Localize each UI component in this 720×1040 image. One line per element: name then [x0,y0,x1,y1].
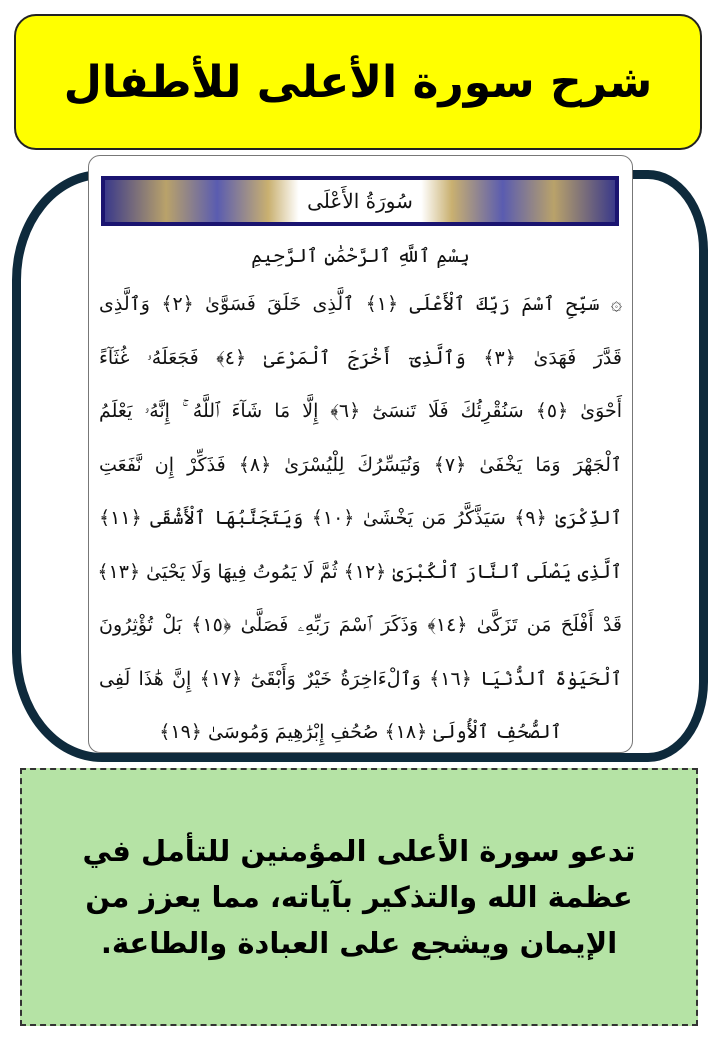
basmala: بِسْمِ ٱللَّهِ ٱلرَّحْمَٰنِ ٱلرَّحِيمِ [251,245,470,267]
verse-line: أَحْوَىٰ ﴿٥﴾ سَنُقْرِئُكَ فَلَا تَنسَىٰٓ ﴿٦﴾ إِلَّا مَا شَآءَ ٱللَّهُ ۚ إِنَّهُۥ يَعْلَمُ [99,400,623,422]
surah-header-ornament [101,176,619,226]
surah-text [99,234,622,760]
page-title: شرح سورة الأعلى للأطفال [63,56,653,108]
quran-page [88,155,633,753]
verse-line: ٱلْحَيَوٰةَ ٱلدُّنْيَا ﴿١٦﴾ وَٱلْءَاخِرَةُ خَيْرٌ وَأَبْقَىٰٓ ﴿١٧﴾ إِنَّ هَٰذَا لَفِى [99,667,622,690]
verse-line: ٱلذِّكْرَىٰ ﴿٩﴾ سَيَذَّكَّرُ مَن يَخْشَىٰ ﴿١٠﴾ وَيَتَجَنَّبُهَا ٱلْأَشْقَى ﴿١١﴾ [99,507,622,529]
verse-line: قَدْ أَفْلَحَ مَن تَزَكَّىٰ ﴿١٤﴾ وَذَكَرَ ٱسْمَ رَبِّهِۦ فَصَلَّىٰ ﴿١٥﴾ بَلْ تُؤْثِرُونَ [99,614,622,636]
verse-line: قَدَّرَ فَهَدَىٰ ﴿٣﴾ وَٱلَّذِىٓ أَخْرَجَ ٱلْمَرْعَىٰ ﴿٤﴾ فَجَعَلَهُۥ غُثَآءً [99,346,622,369]
title-banner [14,14,702,150]
verse-line: ٱلْجَهْرَ وَمَا يَخْفَىٰ ﴿٧﴾ وَنُيَسِّرُكَ لِلْيُسْرَىٰ ﴿٨﴾ فَذَكِّرْ إِن نَّفَعَتِ [99,453,622,476]
surah-name: سُورَةُ الأَعْلَى [307,189,413,213]
verse-line: ٱلصُّحُفِ ٱلْأُولَىٰ ﴿١٨﴾ صُحُفِ إِبْرَٰهِيمَ وَمُوسَىٰ ﴿١٩﴾ [159,721,562,743]
explanation-text: تدعو سورة الأعلى المؤمنين للتأمل في عظمة الله والتذكير بآياته، مما يعزز من الإيمان ويشجع على العبادة والطاعة. [82,834,636,960]
verse-line: ٱلَّذِى يَصْلَى ٱلنَّارَ ٱلْكُبْرَىٰ ﴿١٢﴾ ثُمَّ لَا يَمُوتُ فِيهَا وَلَا يَحْيَىٰ ﴿١٣﴾ [97,560,622,583]
verse-line: ۞ سَبِّحِ ٱسْمَ رَبِّكَ ٱلْأَعْلَى ﴿١﴾ ٱلَّذِى خَلَقَ فَسَوَّىٰ ﴿٢﴾ وَٱلَّذِى [99,293,622,315]
explanation-box [20,768,698,1026]
